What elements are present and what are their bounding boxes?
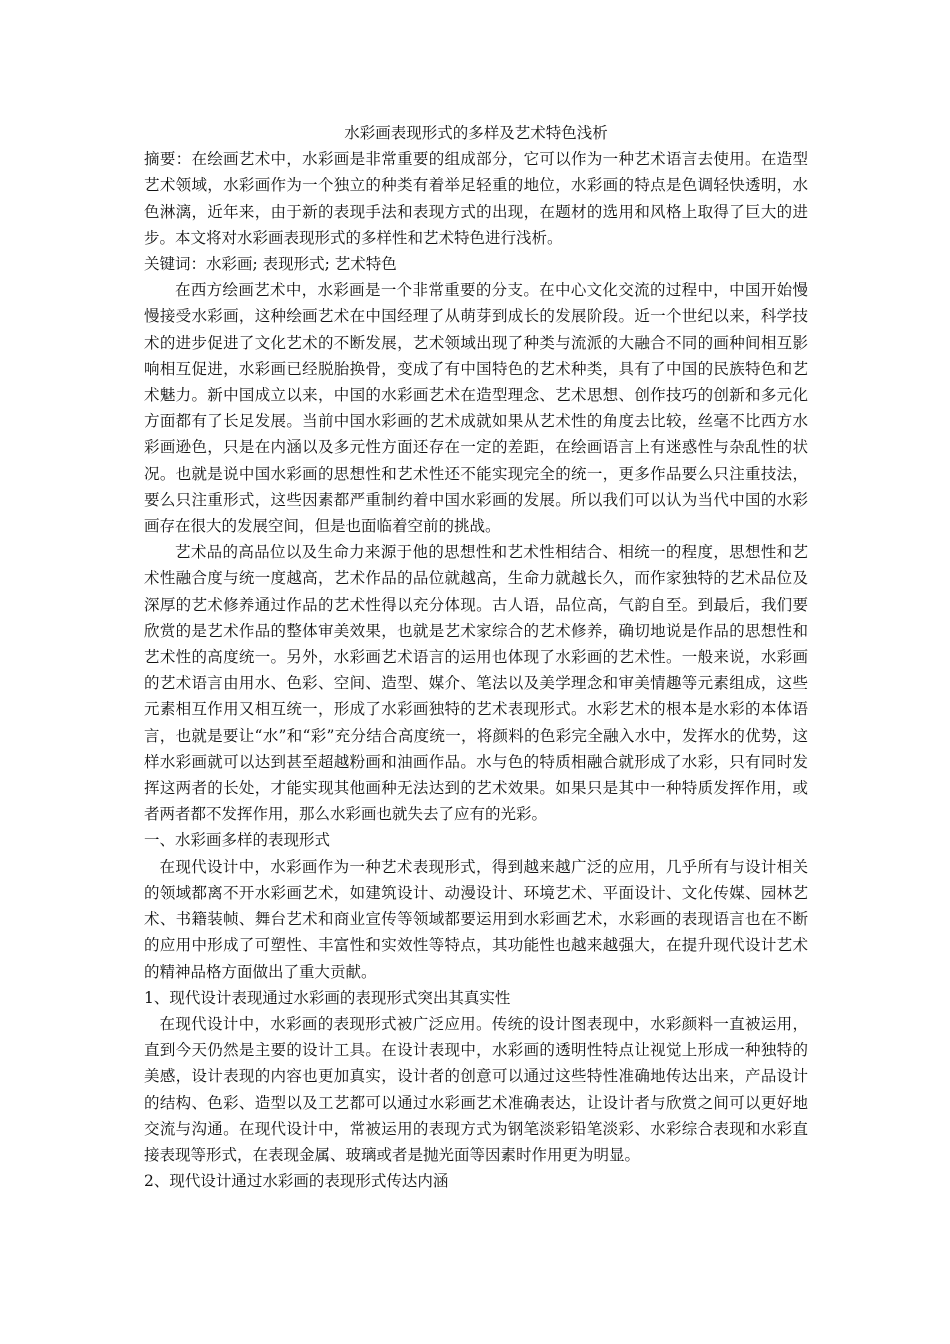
abstract: 摘要：在绘画艺术中，水彩画是非常重要的组成部分，它可以作为一种艺术语言去使用。在造型艺术领域，水彩画作为一个独立的种类有着举足轻重的地位，水彩画的特点是色调轻快透明，水色淋漓，近年来，由于新的表现手法和表现方式的出现，在题材的选用和风格上取得了巨大的进步。本文将对水彩画表现形式的多样性和艺术特色进行浅析。 <box>144 150 808 247</box>
subsection-heading: 1、现代设计表现通过水彩画的表现形式突出其真实性 <box>144 988 511 1007</box>
keywords: 关键词：水彩画; 表现形式; 艺术特色 <box>144 255 397 274</box>
document-page <box>144 120 808 1194</box>
section-paragraph: 在现代设计中，水彩画作为一种艺术表现形式，得到越来越广泛的应用，几乎所有与设计相关的领域都离不开水彩画艺术，如建筑设计、动漫设计、环境艺术、平面设计、文化传媒、园林艺术、书籍装帧、舞台艺术和商业宣传等领域都要运用到水彩画艺术，水彩画的表现语言也在不断的应用中形成了可塑性、丰富性和实效性等特点，其功能性也越来越强大，在提升现代设计艺术的精神品格方面做出了重大贡献。 <box>144 857 808 981</box>
subsection-heading: 2、现代设计通过水彩画的表现形式传达内涵 <box>144 1172 449 1191</box>
subsection-paragraph: 在现代设计中，水彩画的表现形式被广泛应用。传统的设计图表现中，水彩颜料一直被运用，直到今天仍然是主要的设计工具。在设计表现中，水彩画的透明性特点让视觉上形成一种独特的美感，设计表现的内容也更加真实，设计者的创意可以通过这些特性准确地传达出来，产品设计的结构、色彩、造型以及工艺都可以通过水彩画艺术准确表达，让设计者与欣赏之间可以更好地交流与沟通。在现代设计中，常被运用的表现方式为钢笔淡彩铅笔淡彩、水彩综合表现和水彩直接表现等形式，在表现金属、玻璃或者是抛光面等因素时作用更为明显。 <box>144 1014 808 1164</box>
body-paragraph: 在西方绘画艺术中，水彩画是一个非常重要的分支。在中心文化交流的过程中，中国开始慢慢接受水彩画，这种绘画艺术在中国经理了从萌芽到成长的发展阶段。近一个世纪以来，科学技术的进步促进了文化艺术的不断发展，艺术领域出现了种类与流派的大融合不同的画种间相互影响相互促进，水彩画已经脱胎换骨，变成了有中国特色的艺术种类，具有了中国的民族特色和艺术魅力。新中国成立以来，中国的水彩画艺术在造型理念、艺术思想、创作技巧的创新和多元化方面都有了长足发展。当前中国水彩画的艺术成就如果从艺术性的角度去比较，丝毫不比西方水彩画逊色，只是在内涵以及多元性方面还存在一定的差距，在绘画语言上有迷惑性与杂乱性的状况。也就是说中国水彩画的思想性和艺术性还不能实现完全的统一，更多作品要么只注重技法，要么只注重形式，这些因素都严重制约着中国水彩画的发展。所以我们可以认为当代中国的水彩画存在很大的发展空间，但是也面临着空前的挑战。 <box>144 281 808 536</box>
body-paragraph: 艺术品的高品位以及生命力来源于他的思想性和艺术性相结合、相统一的程度，思想性和艺术性融合度与统一度越高，艺术作品的品位就越高，生命力就越长久，而作家独特的艺术品位及深厚的艺术修养通过作品的艺术性得以充分体现。古人语，品位高，气韵自至。到最后，我们要欣赏的是艺术作品的整体审美效果，也就是艺术家综合的艺术修养，确切地说是作品的思想性和艺术性的高度统一。另外，水彩画艺术语言的运用也体现了水彩画的艺术性。一般来说，水彩画的艺术语言由用水、色彩、空间、造型、媒介、笔法以及美学理念和审美情趣等元素组成，这些元素相互作用又相互统一，形成了水彩画独特的艺术表现形式。水彩艺术的根本是水彩的本体语言，也就是要让“水”和“彩”充分结合高度统一，将颜料的色彩完全融入水中，发挥水的优势，这样水彩画就可以达到甚至超越粉画和油画作品。水与色的特质相融合就形成了水彩，只有同时发挥这两者的长处，才能实现其他画种无法达到的艺术效果。如果只是其中一种特质发挥作用，或者两者都不发挥作用，那么水彩画也就失去了应有的光彩。 <box>144 543 808 824</box>
section-heading: 一、水彩画多样的表现形式 <box>144 831 331 850</box>
document-title: 水彩画表现形式的多样及艺术特色浅析 <box>344 124 608 142</box>
